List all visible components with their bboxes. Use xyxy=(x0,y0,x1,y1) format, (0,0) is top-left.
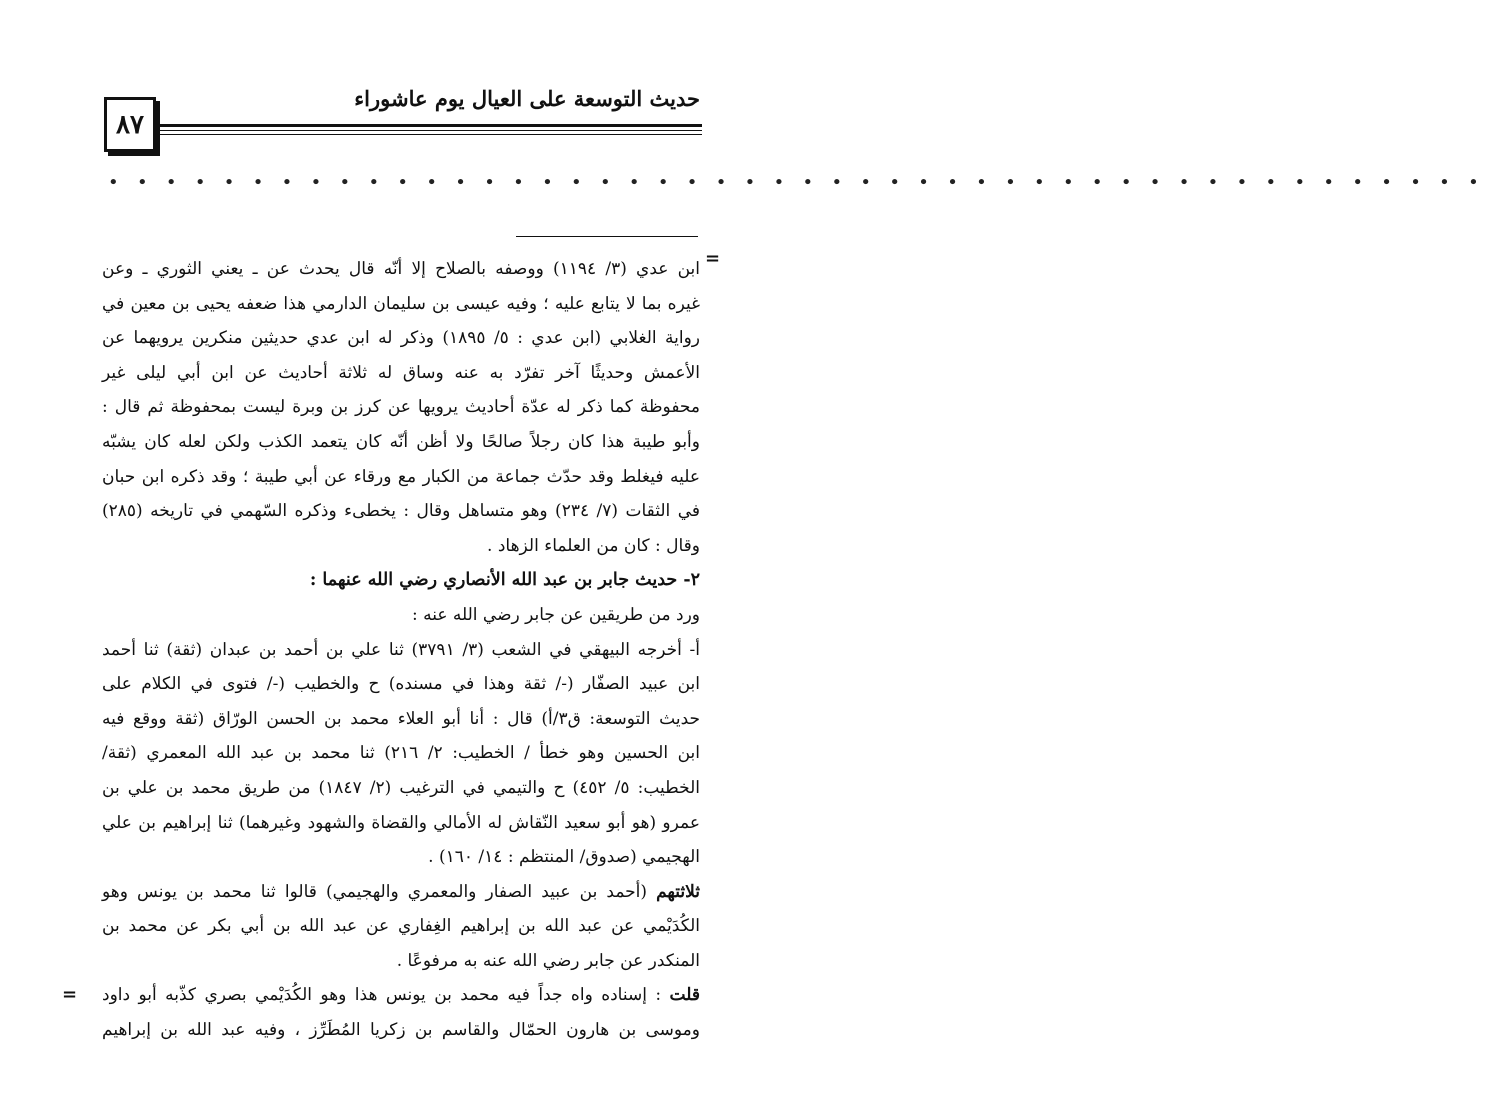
line-text: ابن الحسين وهو خطأ / الخطيب: ٢/ ٢١٦) ثنا محمد بن عبد الله المعمري (ثقة/ xyxy=(102,743,700,764)
lead-word: قلت xyxy=(669,985,700,1006)
text-line xyxy=(102,390,700,425)
line-text: (أحمد بن عبيد الصفار والمعمري والهجيمي) قالوا ثنا محمد بن يونس وهو xyxy=(102,881,657,902)
text-line xyxy=(102,529,700,564)
line-text: أ- أخرجه البيهقي في الشعب (٣/ ٣٧٩١) ثنا علي بن أحمد بن عبدان (ثقة) ثنا أحمد xyxy=(102,639,700,660)
section-heading xyxy=(102,563,700,598)
text-line xyxy=(102,287,700,322)
continuation-mark-bottom: = xyxy=(62,984,78,1005)
line-text: ابن عدي (٣/ ١١٩٤) ووصفه بالصلاح إلا أنّه قال يحدث عن ـ يعني الثوري ـ وعن xyxy=(102,259,700,279)
header-rule-thin xyxy=(160,134,702,135)
line-text: وقال : كان من العلماء الزهاد . xyxy=(487,535,700,556)
text-line xyxy=(102,1013,700,1048)
line-text: ورد من طريقين عن جابر رضي الله عنه : xyxy=(411,604,700,625)
text-line xyxy=(102,909,700,944)
line-text: عمرو (هو أبو سعيد النّقاش له الأمالي والقضاة والشهود وغيرهما) ثنا إبراهيم بن علي xyxy=(102,812,700,833)
line-text: الأعمش وحديثًا آخر تفرّد به عنه وساق له ثلاثة أحاديث عن ابن أبي ليلى غير xyxy=(102,362,700,383)
footnote-rule xyxy=(516,236,698,237)
line-text: : إسناده واه جداً فيه محمد بن يونس هذا وهو الكُدَيْمي بصري كذّبه أبو داود xyxy=(102,985,670,1006)
lead-word: ثلاثتهم xyxy=(656,881,700,902)
header-rule xyxy=(160,124,702,127)
dotted-separator: • • • • • • • • • • • • • • • • • • • • • • • • • • • • • • • • • • • • • • • • • • • • • • • • xyxy=(108,172,1485,193)
text-line xyxy=(102,771,700,806)
text-line xyxy=(102,460,700,495)
line-text: المنكدر عن جابر رضي الله عنه به مرفوعًا . xyxy=(396,950,700,971)
text-line xyxy=(102,598,700,633)
text-line xyxy=(102,702,700,737)
heading-text: ٢- حديث جابر بن عبد الله الأنصاري رضي الله عنهما : xyxy=(309,570,700,591)
header-rule-thin xyxy=(160,130,702,131)
text-line xyxy=(102,944,700,979)
text-line xyxy=(102,321,700,356)
text-line xyxy=(102,494,700,529)
page-number: ٨٧ xyxy=(104,97,156,152)
line-text: وموسى بن هارون الحمّال والقاسم بن زكريا المُطَرِّز ، وفيه عبد الله بن إبراهيم xyxy=(102,1020,700,1041)
line-text: غيره بما لا يتابع عليه ؛ وفيه عيسى بن سليمان الدارمي هذا ضعفه يحيى بن معين في xyxy=(102,293,700,314)
text-line xyxy=(102,633,700,668)
continuation-mark-top: = xyxy=(705,248,721,269)
text-line xyxy=(102,425,700,460)
text-line xyxy=(102,875,700,910)
line-text: محفوظة كما ذكر له عدّة أحاديث يرويها عن كرز بن وبرة ليست بمحفوظة ثم قال : xyxy=(102,397,700,418)
text-line xyxy=(102,736,700,771)
text-line xyxy=(102,840,700,875)
line-text: الهجيمي (صدوق/ المنتظم : ١٤/ ١٦٠) . xyxy=(428,847,700,868)
running-title: حديث التوسعة على العيال يوم عاشوراء xyxy=(354,86,700,111)
line-text: وأبو طيبة هذا كان رجلاً صالحًا ولا أظن أنّه كان يتعمد الكذب ولكن لعله كان يشبّه xyxy=(102,431,700,452)
text-line xyxy=(102,356,700,391)
line-text: ابن عبيد الصفّار (-/ ثقة وهذا في مسنده) ح والخطيب (-/ فتوى في الكلام على xyxy=(102,674,700,695)
text-line xyxy=(102,978,700,1013)
line-text: الكُدَيْمي عن عبد الله بن إبراهيم الغِفاري عن عبد الله بن أبي بكر عن محمد بن xyxy=(102,916,700,937)
line-text: رواية الغلابي (ابن عدي : ٥/ ١٨٩٥) وذكر له ابن عدي حديثين منكرين يرويهما عن xyxy=(102,328,700,349)
line-text: حديث التوسعة: ق٣/أ) قال : أنا أبو العلاء محمد بن الحسن الورّاق (ثقة ووقع فيه xyxy=(102,708,700,729)
line-text: عليه فيغلط وقد حدّث جماعة من الكبار مع ورقاء عن أبي طيبة ؛ وقد ذكره ابن حبان xyxy=(102,466,700,487)
text-line xyxy=(102,667,700,702)
line-text: الخطيب: ٥/ ٤٥٢) ح والتيمي في الترغيب (٢/ ١٨٤٧) من طريق محمد بن علي بن xyxy=(102,777,700,798)
line-text: في الثقات (٧/ ٢٣٤) وهو متساهل وقال : يخطىء وذكره السّهمي في تاريخه (٢٨٥) xyxy=(102,501,700,522)
text-line xyxy=(102,806,700,841)
text-line xyxy=(102,252,700,287)
body-text xyxy=(102,252,700,1048)
